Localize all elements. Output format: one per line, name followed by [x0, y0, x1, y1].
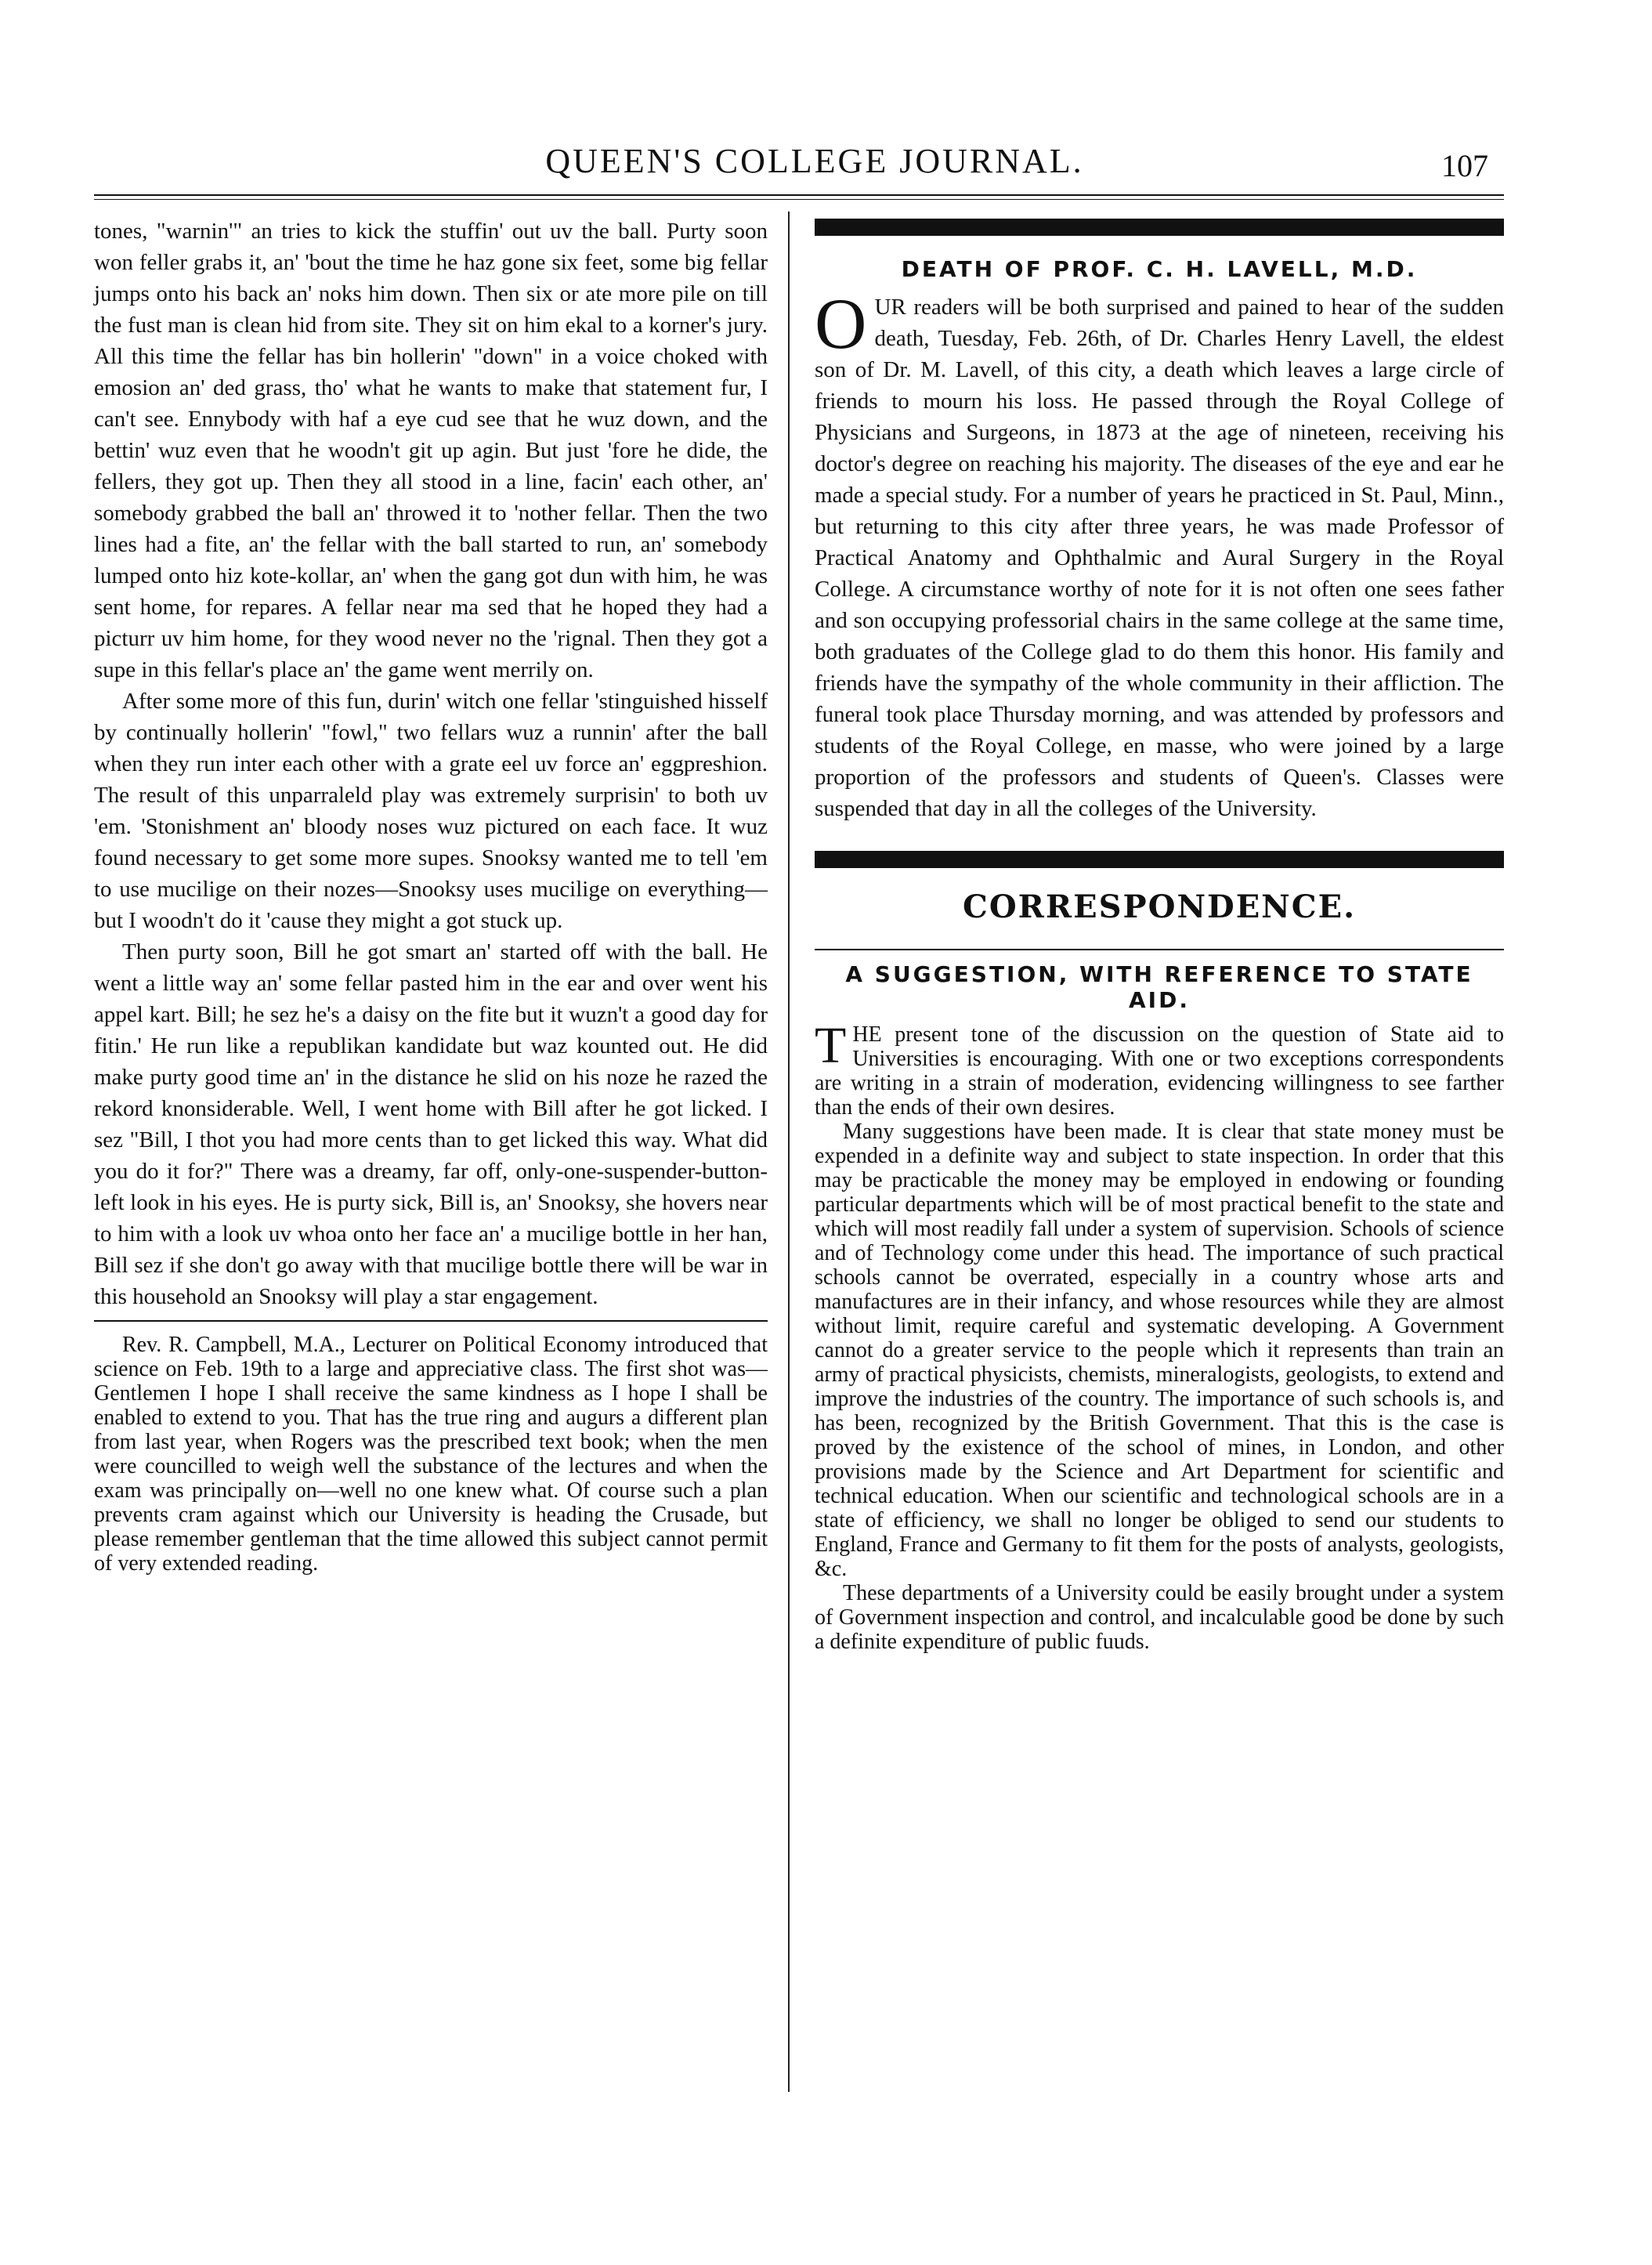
story-paragraph: Then purty soon, Bill he got smart an' started off with the ball. He went a little way an' some fellar pasted him in the ear and over went his appel kart. Bill; he sez he's a daisy on the fite but it wuzn't a good day for fitin.' He run like a republikan kandidate but waz kounted out. He did make purty good time an' in the distance he slid on his noze he razed the rekord knonsiderable. Well, I went home with Bill after he got licked. I sez "Bill, I thot you had more cents than to get licked this way. What did you do it for?" There was a dreamy, far off, only-one-suspender-button-left look in his eyes. He is purty sick, Bill is, an' Snooksy, she hovers near to him with a look uv whoa onto her face an' a mucilige bottle in her han, Bill sez if she don't go away with that mucilige bottle there will be war in this household an Snooksy will play a star engagement. — [94, 939, 768, 1309]
drop-cap: T — [815, 1017, 847, 1074]
section-rule — [94, 1320, 768, 1322]
ornamental-band — [815, 219, 1504, 236]
letter-headline: A SUGGESTION, WITH REFERENCE TO STATE AID. — [845, 961, 1473, 1013]
section-title: CORRESPONDENCE. — [962, 888, 1356, 925]
letter-paragraph — [815, 1017, 1504, 1120]
running-head — [0, 118, 1652, 183]
section-rule — [815, 949, 1504, 950]
drop-cap: O — [815, 284, 867, 364]
header-rule — [94, 194, 1504, 196]
letter-paragraph: Many suggestions have been made. It is clear that state money must be expended in a definite way and subject to state inspection. In order that this may be practicable the money may be employed in endowing or founding particular departments which will be of most practical benefit to the state and which will most readily fall under a system of supervision. Schools of science and of Technology come under this head. The importance of such practical schools cannot be overrated, especially in a country whose arts and manufactures are in their infancy, and whose resources while they are almost without limit, require careful and systematic developing. A Government cannot do a greater service to the people which it represents than train an army of practical physicists, chemists, mineralogists, geologists, to extend and improve the industries of the country. The importance of such schools is, and has been, recognized by the British Government. That this is the case is proved by the existence of the school of mines, in London, and other provisions made by the Science and Art Department for scientific and technical education. When our scientific and technological schools are in a state of efficiency, we shall no longer be obliged to send our students to England, France and Germany to fit them for the posts of analysts, geologists, &c. — [815, 1120, 1504, 1581]
ornamental-band — [815, 851, 1504, 868]
column-divider — [788, 212, 790, 2092]
story-paragraph: tones, "warnin'" an tries to kick the stuffin' out uv the ball. Purty soon won feller grabs it, an' 'bout the time he haz gone six feet, some big fellar jumps onto his back an' noks him down. Then six or ate more pile on till the fust man is clean hid from site. They sit on him ekal to a korner's jury. All this time the fellar has bin hollerin' "down" in a voice choked with emosion an' ded grass, tho' what he wants to make that statement fur, I can't see. Ennybody with haf a eye cud see that he wuz down, and the bettin' wuz even that he woodn't git up agin. But just 'fore he dide, the fellers, they got up. Then they all stood in a line, facin' each other, an' somebody grabbed the ball an' throwed it to 'nother fellar. Then the two lines had a fite, an' the fellar with the ball started to run, an' somebody lumped onto hiz kote-kollar, an' when the gang got dun with him, he was sent home, for repares. A fellar near ma sed that he hoped they had a picturr uv him home, for they wood never no the 'rignal. Then they got a supe in this fellar's place an' the game went merrily on. — [94, 219, 768, 682]
letter-text: HE present tone of the discussion on the question of State aid to Universities is encouraging. With one or two exceptions correspondents are writing in a strain of moderation, evidencing willingness to see farther than the ends of their own desires. — [815, 1022, 1504, 1120]
obituary-body — [815, 284, 1504, 824]
right-column — [815, 215, 1504, 1654]
journal-title: QUEEN'S COLLEGE JOURNAL. — [545, 142, 1084, 180]
lecture-note: Rev. R. Campbell, M.A., Lecturer on Political Economy introduced that science on Feb. 19th to a large and appreciative class. The first shot was—Gentlemen I hope I shall receive the same kindness as I hope I shall be enabled to extend to you. That has the true ring and augurs a different plan from last year, when Rogers was the prescribed text book; when the men were councilled to weigh well the substance of the lectures and when the exam was principally on—well no one knew what. Of course such a plan prevents cram against which our University is heading the Crusade, but please remember gentleman that the time allowed this subject cannot permit of very extended reading. — [94, 1333, 768, 1576]
left-column — [94, 215, 768, 1576]
obituary-headline: DEATH OF PROF. C. H. LAVELL, M.D. — [901, 256, 1418, 282]
letter-paragraph: These departments of a University could be easily brought under a system of Government inspection and control, and incalculable good be done by such a definite expenditure of public fuuds. — [815, 1581, 1504, 1654]
story-paragraph: After some more of this fun, durin' witch one fellar 'stinguished hisself by continually hollerin' "fowl," two fellars wuz a runnin' after the ball when they run inter each other with a grate eel uv force an' eggpreshion. The result of this unparraleld play was extremely surprisin' to both uv 'em. 'Stonishment an' bloody noses wuz pictured on each face. It wuz found necessary to get some more supes. Snooksy wanted me to tell 'em to use mucilige on their nozes—Snooksy uses mucilige on everything—but I woodn't do it 'cause they might a got stuck up. — [94, 689, 768, 933]
obituary-text: UR readers will be both surprised and pained to hear of the sudden death, Tuesday, Feb. 26th, of Dr. Charles Henry Lavell, the eldest son of Dr. M. Lavell, of this city, a death which leaves a large circle of friends to mourn his loss. He passed through the Royal College of Physicians and Surgeons, in 1873 at the age of nineteen, receiving his doctor's degree on reaching his majority. The diseases of the eye and ear he made a special study. For a number of years he practiced in St. Paul, Minn., but returning to this city after three years, he was made Professor of Practical Anatomy and Ophthalmic and Aural Surgery in the Royal College. A circumstance worthy of note for it is not often one sees father and son occupying professorial chairs in the same college at the same time, both graduates of the College glad to do them this honor. His family and friends have the sympathy of the whole community in their affliction. The funeral took place Thursday morning, and was attended by professors and students of the Royal College, en masse, who were joined by a large proportion of the professors and students of Queen's. Classes were suspended that day in all the colleges of the University. — [815, 295, 1504, 821]
page-number: 107 — [1441, 148, 1488, 183]
header-rule-thin — [94, 199, 1504, 200]
